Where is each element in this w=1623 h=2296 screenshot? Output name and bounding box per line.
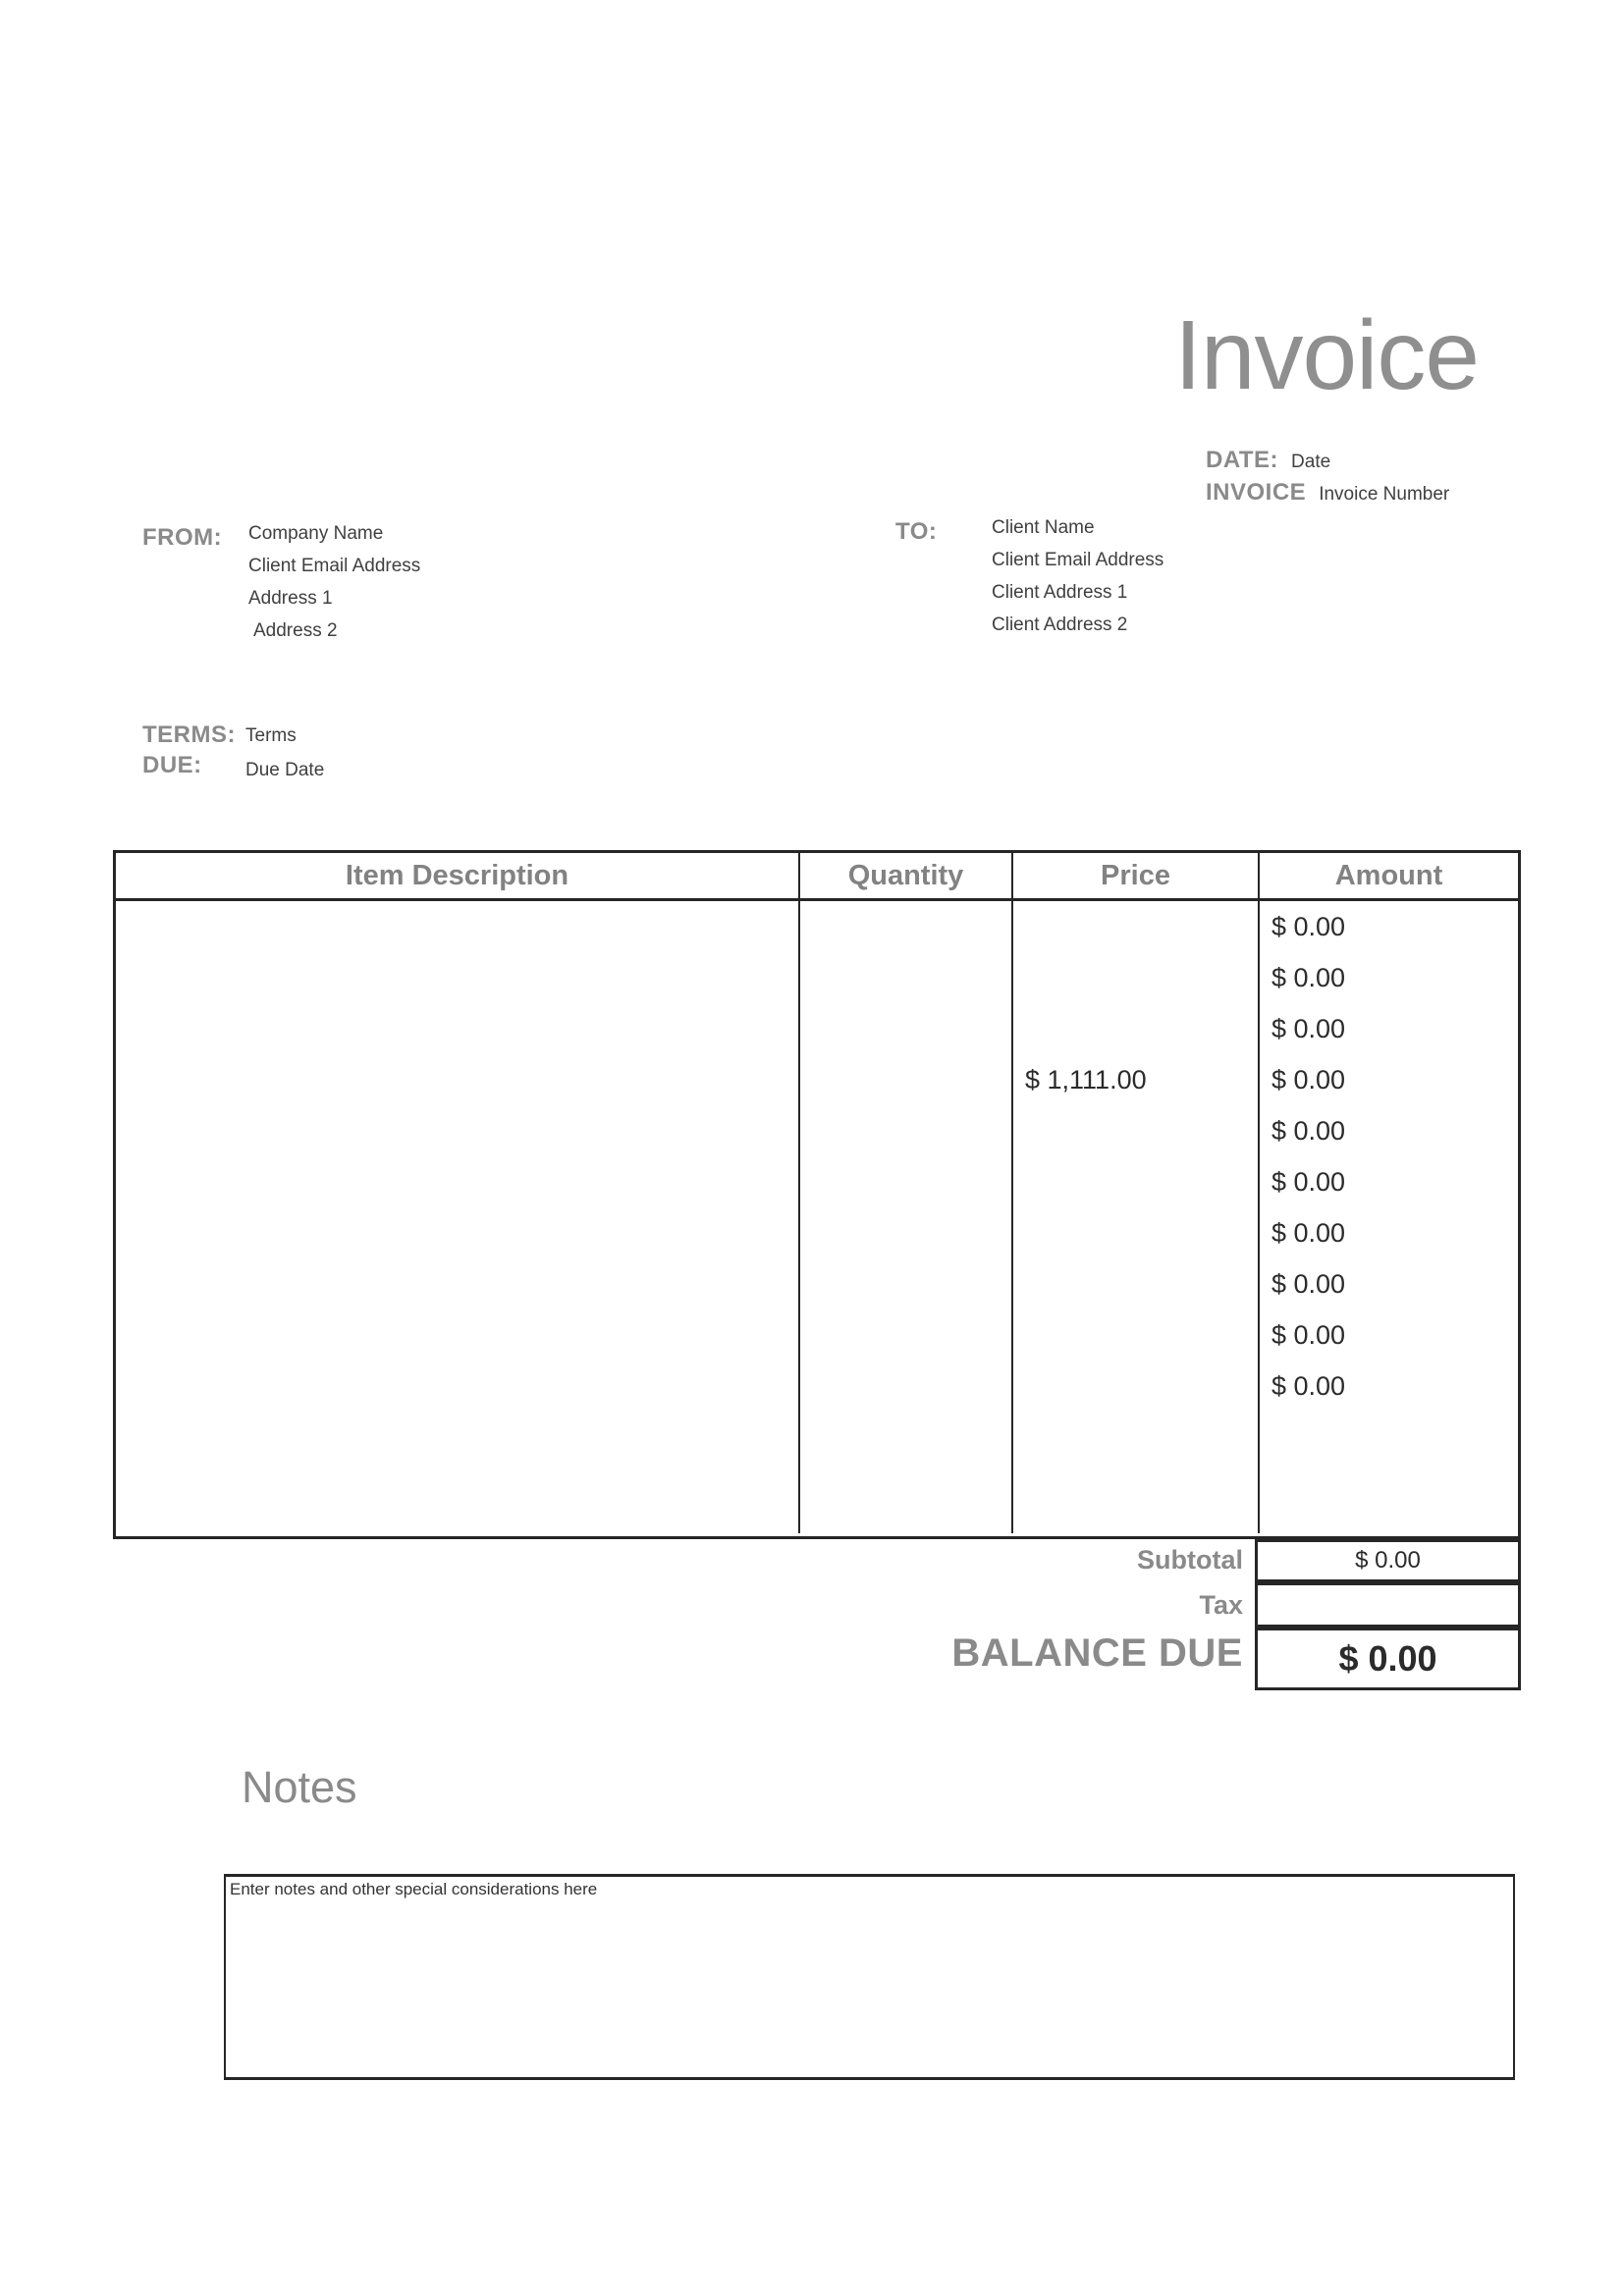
page-title: Invoice	[1174, 300, 1479, 410]
terms-label: TERMS:	[142, 721, 236, 748]
from-lines	[248, 520, 420, 650]
from-email-field[interactable]: Client Email Address	[248, 556, 421, 576]
amount-value: $ 0.00	[1271, 1116, 1346, 1146]
to-address1-field[interactable]: Client Address 1	[992, 582, 1128, 603]
column-header-price: Price	[1013, 853, 1260, 898]
notes-input-box[interactable]	[224, 1874, 1515, 2080]
tax-input-box[interactable]	[1255, 1582, 1521, 1628]
amount-value: $ 0.00	[1271, 1269, 1346, 1299]
tax-label: Tax	[1199, 1590, 1243, 1620]
notes-heading: Notes	[242, 1762, 357, 1812]
table-body	[116, 901, 1518, 1533]
subtotal-value-box: $ 0.00	[1255, 1539, 1521, 1582]
line-items-table	[113, 850, 1521, 1539]
balance-due-value-box: $ 0.00	[1255, 1628, 1521, 1690]
terms-field[interactable]: Terms	[245, 725, 297, 746]
due-date-field[interactable]: Due Date	[245, 760, 325, 780]
price-cell[interactable]	[1013, 901, 1260, 1533]
invoice-meta	[1206, 447, 1449, 511]
to-label: TO:	[895, 518, 938, 545]
balance-due-label: BALANCE DUE	[951, 1631, 1243, 1675]
date-label: DATE:	[1206, 447, 1279, 473]
invoice-number-field[interactable]: Invoice Number	[1319, 484, 1450, 505]
due-label: DUE:	[142, 752, 202, 778]
amount-value: $ 0.00	[1271, 1014, 1346, 1043]
to-lines	[992, 514, 1163, 644]
quantity-cell[interactable]	[800, 901, 1013, 1533]
column-header-quantity: Quantity	[800, 853, 1013, 898]
date-row	[1206, 447, 1449, 479]
price-value[interactable]: $ 1,111.00	[1025, 1065, 1147, 1095]
subtotal-label: Subtotal	[1137, 1545, 1243, 1575]
from-address2-field[interactable]: Address 2	[253, 620, 338, 641]
to-client-name-field[interactable]: Client Name	[992, 517, 1095, 538]
column-header-item-description: Item Description	[116, 853, 800, 898]
table-header-row	[116, 853, 1518, 901]
amount-cell	[1260, 901, 1518, 1533]
amount-value: $ 0.00	[1271, 912, 1346, 941]
amount-value: $ 0.00	[1271, 1065, 1346, 1095]
notes-placeholder-text: Enter notes and other special considerations here	[230, 1880, 598, 1898]
to-address2-field[interactable]: Client Address 2	[992, 614, 1128, 635]
item-description-cell[interactable]	[116, 901, 800, 1533]
from-company-name-field[interactable]: Company Name	[248, 523, 384, 544]
from-label: FROM:	[142, 524, 223, 551]
amount-value: $ 0.00	[1271, 963, 1346, 992]
column-header-amount: Amount	[1334, 859, 1443, 891]
amount-value: $ 0.00	[1271, 1320, 1346, 1350]
date-field[interactable]: Date	[1291, 452, 1331, 472]
amount-value: $ 0.00	[1271, 1218, 1346, 1248]
from-address1-field[interactable]: Address 1	[248, 588, 333, 609]
invoice-number-row	[1206, 479, 1449, 511]
to-email-field[interactable]: Client Email Address	[992, 550, 1164, 570]
invoice-number-label: INVOICE	[1206, 479, 1307, 506]
amount-value: $ 0.00	[1271, 1167, 1346, 1197]
amount-value: $ 0.00	[1271, 1371, 1346, 1401]
